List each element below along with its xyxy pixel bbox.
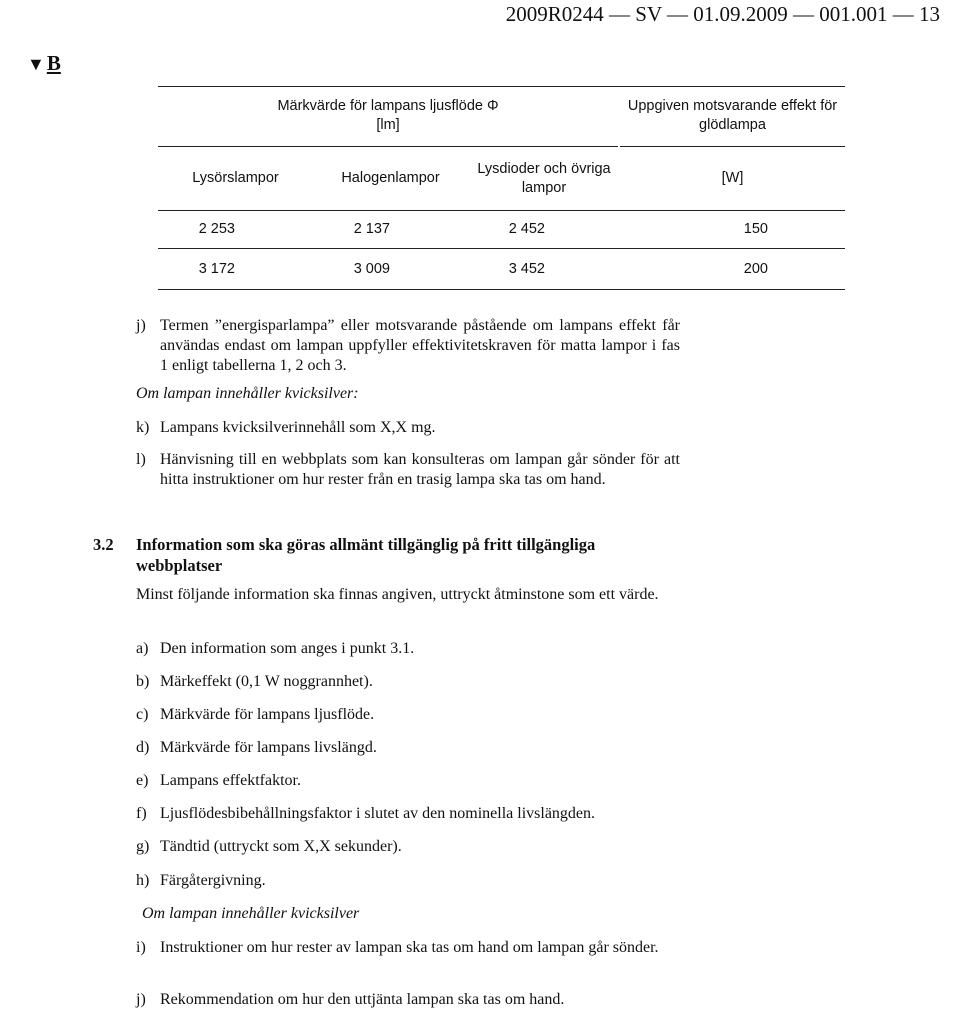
item-marker: h) [136, 872, 150, 889]
table-cell: 3 452 [508, 261, 545, 277]
list-item: Ljusflödesbibehållningsfaktor i slutet av den nominella livslängden. [160, 805, 596, 822]
item-marker: f) [136, 805, 147, 822]
list-item: Rekommendation om hur den uttjänta lampan ska tas om hand. [160, 991, 565, 1008]
running-head: 2009R0244 — SV — 01.09.2009 — 001.001 — 13 [505, 2, 940, 26]
section-number: 3.2 [93, 535, 114, 554]
list-item: Märkvärde för lampans ljusflöde. [160, 706, 375, 723]
list-item: Instruktioner om hur rester av lampan ska tas om hand om lampan går sönder. [160, 939, 659, 956]
list-item: Färgåtergivning. [160, 872, 266, 889]
item-marker: j) [136, 317, 146, 334]
table-cell: 150 [743, 221, 768, 237]
column-header: [W] [721, 170, 744, 186]
triangle-down-icon: ▼ [27, 54, 45, 74]
table-cell: 3 172 [198, 261, 235, 277]
item-marker: c) [136, 706, 149, 723]
list-item: Tändtid (uttryckt som X,X sekunder). [160, 838, 402, 855]
table-cell: 2 253 [198, 221, 235, 237]
item-text: Hänvisning till en webbplats som kan konsulteras om lampan går sönder för att hitta instruktioner om hur rester från en trasig lampa ska tas om hand. [160, 451, 680, 488]
group-header-rule [158, 146, 618, 147]
item-marker: e) [136, 772, 149, 789]
item-marker: l) [136, 451, 146, 468]
right-header-rule [620, 146, 845, 147]
amendment-marker [27, 50, 61, 77]
table-cell: 2 137 [353, 221, 390, 237]
list-item: Den information som anges i punkt 3.1. [160, 640, 415, 657]
column-header: Lysörslampor [192, 170, 279, 186]
table-bottom-rule [158, 289, 845, 290]
mercury-note: Om lampan innehåller kvicksilver [142, 905, 360, 922]
section-title: Information som ska göras allmänt tillgänglig på fritt tillgängliga webbplatser [136, 535, 596, 575]
mercury-note: Om lampan innehåller kvicksilver: [136, 385, 359, 402]
item-marker: j) [136, 991, 146, 1008]
table-cell: 2 452 [508, 221, 545, 237]
item-marker: a) [136, 640, 149, 657]
list-item: Märkeffekt (0,1 W noggrannhet). [160, 673, 373, 690]
section-intro: Minst följande information ska finnas angiven, uttryckt åtminstone som ett värde. [136, 586, 659, 603]
item-marker: b) [136, 673, 150, 690]
column-header: Lysdioder och övriga lampor [477, 161, 611, 196]
table-top-rule [158, 86, 845, 87]
row-rule [158, 248, 845, 249]
item-marker: k) [136, 419, 150, 436]
right-header: Uppgiven motsvarande effekt för glödlampa [627, 98, 838, 133]
table-cell: 200 [743, 261, 768, 277]
marker-letter: B [46, 51, 61, 75]
list-item: Lampans effektfaktor. [160, 772, 301, 789]
list-item: Märkvärde för lampans livslängd. [160, 739, 377, 756]
item-marker: d) [136, 739, 150, 756]
item-text: Termen ”energisparlampa” eller motsvarande påstående om lampans effekt får användas endast om lampan uppfyller effektivitetskraven för matta lampor i fas 1 enligt tabellerna 1, 2 och 3. [160, 317, 680, 374]
group-header: Märkvärde för lampans ljusflöde Φ [lm] [277, 98, 499, 133]
column-header-rule [158, 210, 845, 211]
item-marker: i) [136, 939, 146, 956]
item-text: Lampans kvicksilverinnehåll som X,X mg. [160, 419, 436, 436]
lumen-equivalence-table [158, 86, 845, 290]
table-cell: 3 009 [353, 261, 390, 277]
column-header: Halogenlampor [341, 170, 440, 186]
item-marker: g) [136, 838, 150, 855]
